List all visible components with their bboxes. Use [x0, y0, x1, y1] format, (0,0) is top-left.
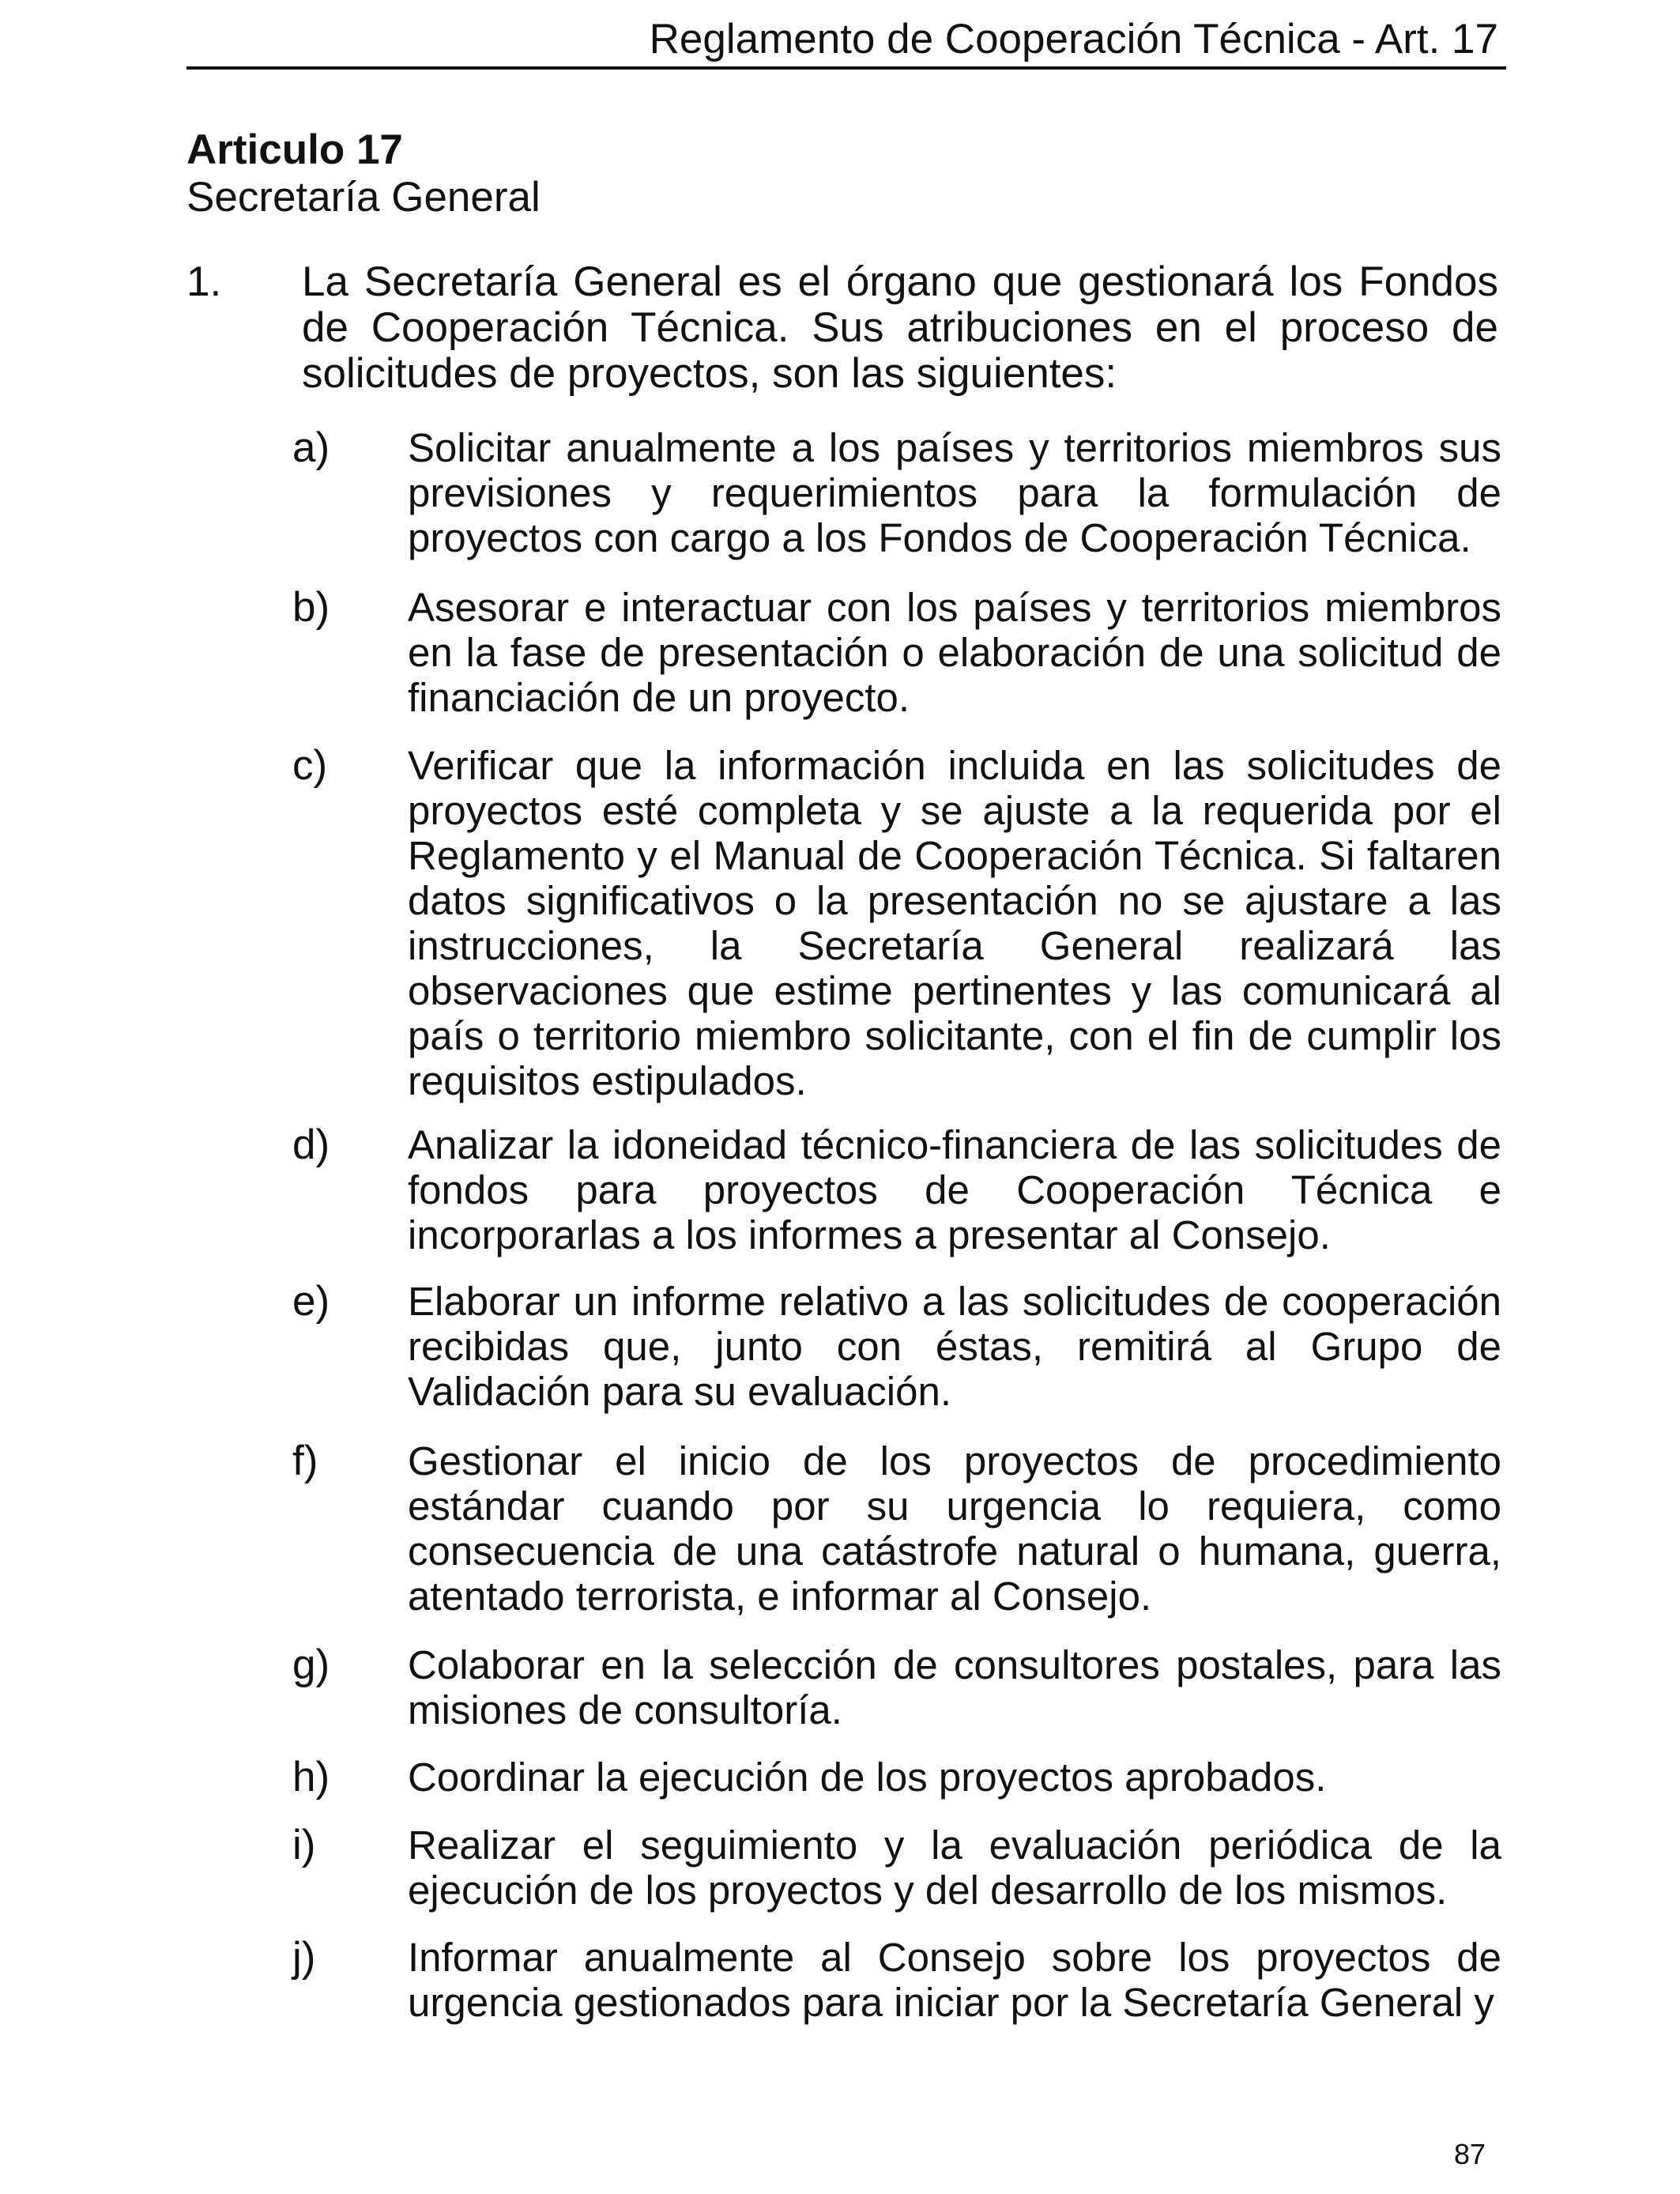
list-item-text: Verificar que la información incluida en las solicitudes de proyectos esté completa y se ajuste a la requerida por el Reglamento y el Manual de Cooperación Técnica. Si faltaren datos significativos o la presentación no se ajustare a las instrucciones, la Secretaría General realizará las observaciones que estime pertinentes y las comunicará al país o territorio miembro solicitante, con el fin de cumplir los requisitos estipulados.	[408, 743, 1501, 1103]
list-item-letter: d)	[292, 1122, 330, 1168]
list-item-text: Gestionar el inicio de los proyectos de procedimiento estándar cuando por su urgencia lo requiera, como consecuencia de una catástrofe natural o humana, guerra, atentado terrorista, e informar al Consejo.	[408, 1438, 1501, 1619]
list-item-letter: b)	[292, 584, 330, 631]
list-item-letter: g)	[292, 1642, 330, 1688]
list-item-text: Coordinar la ejecución de los proyectos aprobados.	[408, 1755, 1327, 1800]
list-item-letter: h)	[292, 1754, 330, 1800]
article-title: Secretaría General	[186, 174, 541, 221]
clause-text: La Secretaría General es el órgano que gestionará los Fondos de Cooperación Técnica. Sus atribuciones en el proceso de solicitudes de proyectos, son las siguientes:	[302, 258, 1498, 397]
running-title: Reglamento de Cooperación Técnica - Art. 17	[649, 16, 1498, 62]
list-item-text: Colaborar en la selección de consultores postales, para las misiones de consultoría.	[408, 1642, 1501, 1732]
list-item-text: Analizar la idoneidad técnico-financiera de las solicitudes de fondos para proyectos de Cooperación Técnica e incorporarlas a los informes a presentar al Consejo.	[408, 1122, 1501, 1257]
list-item-letter: a)	[292, 424, 330, 471]
list-item-letter: e)	[292, 1278, 330, 1325]
clause-number: 1.	[186, 258, 222, 305]
list-item-letter: i)	[292, 1822, 316, 1868]
list-item-letter: c)	[292, 742, 328, 789]
list-item-letter: j)	[292, 1934, 316, 1981]
article-number: Articulo 17	[186, 126, 403, 173]
list-item-text: Informar anualmente al Consejo sobre los proyectos de urgencia gestionados para iniciar por la Secretaría General y	[408, 1935, 1501, 2025]
page-header	[186, 11, 1506, 70]
list-item-text: Realizar el seguimiento y la evaluación periódica de la ejecución de los proyectos y del desarrollo de los mismos.	[408, 1823, 1501, 1913]
list-item-text: Asesorar e interactuar con los países y territorios miembros en la fase de presentación o elaboración de una solicitud de financiación de un proyecto.	[408, 585, 1501, 720]
list-item-letter: f)	[292, 1438, 318, 1484]
list-item-text: Solicitar anualmente a los países y territorios miembros sus previsiones y requerimientos para la formulación de proyectos con cargo a los Fondos de Cooperación Técnica.	[408, 425, 1501, 560]
article-heading	[186, 126, 1135, 221]
list-item-text: Elaborar un informe relativo a las solicitudes de cooperación recibidas que, junto con éstas, remitirá al Grupo de Validación para su evaluación.	[408, 1279, 1501, 1414]
page-number: 87	[1454, 2138, 1486, 2170]
